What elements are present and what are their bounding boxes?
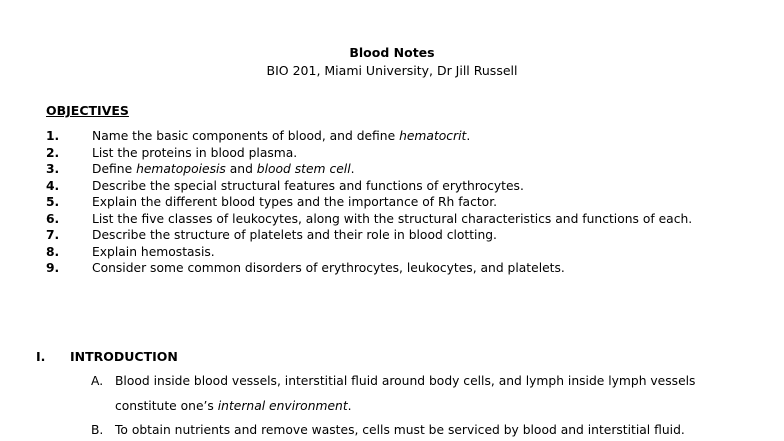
document-title: Blood Notes	[349, 45, 435, 60]
objective-text: Describe the structure of platelets and their role in blood clotting.	[92, 228, 497, 242]
objective-text: Name the basic components of blood, and define hematocrit.	[92, 129, 471, 143]
objective-text: Explain the different blood types and the importance of Rh factor.	[92, 195, 498, 209]
subsection-b-text: To obtain nutrients and remove wastes, cells must be serviced by blood and interstitial fluid.	[115, 423, 685, 437]
objective-number: 1.	[46, 129, 60, 143]
list-item	[46, 227, 692, 244]
objective-number: 5.	[46, 195, 60, 209]
objective-number: 7.	[46, 228, 60, 242]
objective-number: 3.	[46, 162, 60, 176]
objective-text: Define hematopoiesis and blood stem cell.	[92, 162, 355, 176]
objective-number: 9.	[46, 261, 60, 275]
list-item	[46, 194, 692, 211]
objective-text: Explain hemostasis.	[92, 244, 215, 259]
objective-text: Describe the special structural features and functions of erythrocytes.	[92, 178, 524, 193]
list-item	[46, 178, 692, 195]
list-item	[46, 161, 692, 178]
subsection-b	[91, 423, 685, 437]
objectives-heading: OBJECTIVES	[46, 103, 129, 118]
document-subtitle: BIO 201, Miami University, Dr Jill Russell	[266, 63, 518, 78]
list-item	[46, 145, 692, 162]
subsection-letter: B.	[91, 423, 104, 437]
internal-environment-term: internal environment	[217, 399, 348, 413]
subsection-a-continuation: constitute one’s internal environment.	[115, 399, 352, 413]
list-item	[46, 260, 692, 277]
objective-number: 8.	[46, 244, 60, 259]
objective-text: List the five classes of leukocytes, along with the structural characteristics and functions of each.	[92, 211, 693, 226]
subsection-a-text: Blood inside blood vessels, interstitial fluid around body cells, and lymph inside lymph vessels	[115, 374, 696, 388]
section-heading-introduction	[36, 349, 178, 364]
objective-number: 6.	[46, 211, 60, 226]
section-number: I.	[36, 349, 46, 364]
objectives-list	[46, 128, 692, 277]
list-item	[46, 128, 692, 145]
list-item	[46, 244, 692, 261]
list-item	[46, 211, 692, 228]
objective-number: 2.	[46, 145, 60, 160]
section-title: INTRODUCTION	[70, 349, 178, 364]
objective-text: List the proteins in blood plasma.	[92, 145, 298, 160]
objective-text: Consider some common disorders of erythrocytes, leukocytes, and platelets.	[92, 261, 565, 275]
subsection-a	[91, 374, 695, 388]
objective-number: 4.	[46, 178, 60, 193]
subsection-letter: A.	[91, 374, 104, 388]
